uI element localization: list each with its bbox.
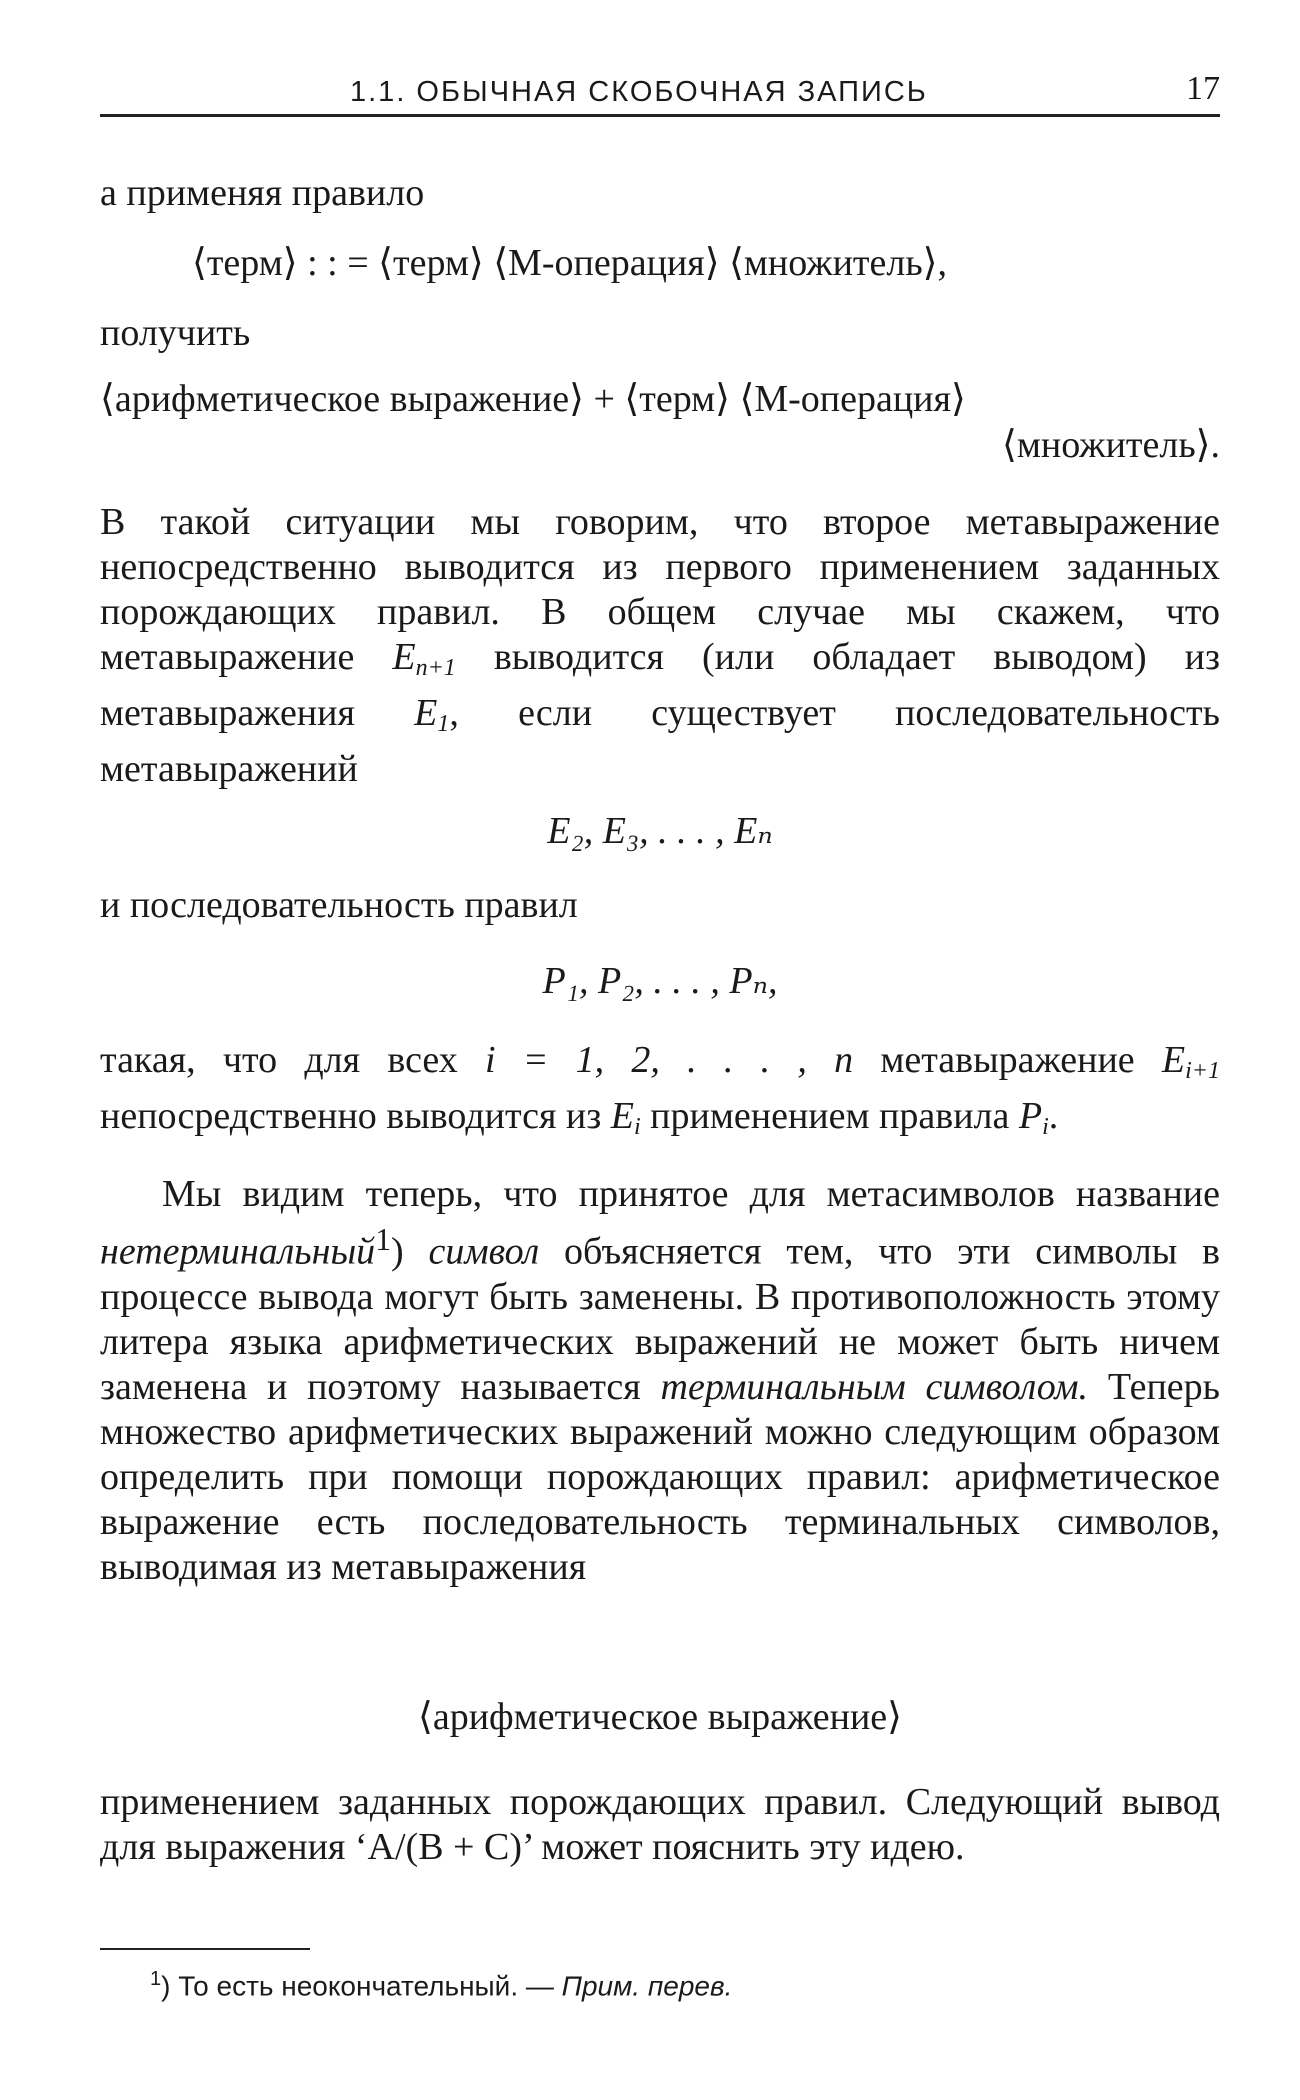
metaexpr-en1: $E_{n+1}$ bbox=[392, 636, 456, 681]
derived-formula-line1: ⟨арифметическое выражение⟩ + ⟨терм⟩ ⟨М-операция⟩ bbox=[100, 378, 966, 420]
sequence-rules: P₁, P₂, . . . , Pₙ, bbox=[542, 960, 778, 1002]
term-terminal-symbol: терминальным символом. bbox=[660, 1365, 1089, 1408]
arith-expression-metasymbol: ⟨арифметическое выражение⟩ bbox=[418, 1696, 902, 1738]
term-symbol: символ bbox=[428, 1230, 540, 1273]
page-number: 17 bbox=[1186, 70, 1220, 107]
footnote-separator bbox=[100, 1948, 310, 1950]
paragraph-example-intro: применением заданных порождающих правил. Следующий вывод для выражения ‘A/(B + C)’ может пояснить эту идею. bbox=[100, 1781, 1220, 1868]
get-line: получить bbox=[100, 312, 251, 354]
rule-formula: ⟨терм⟩ : : = ⟨терм⟩ ⟨М-операция⟩ ⟨множитель⟩, bbox=[192, 242, 947, 284]
term-nonterminal: нетерминальный bbox=[100, 1230, 376, 1273]
footnote: $^1$) То есть неокончательный. — Прим. перев. bbox=[150, 1968, 733, 2002]
derived-formula-line2: ⟨множитель⟩. bbox=[1002, 424, 1220, 466]
footnote-ref[interactable]: 1 bbox=[375, 1222, 392, 1257]
paragraph-derivation-definition: В такой ситуации мы говорим, что второе метавыражение непосредственно выводится из первого применением заданных порождающих правил. В общем случае мы скажем, что метавыражение $E_{n+1}$ выводится (или обладает выводом) из метавыражения $E_1$, если существует последовательность метавыражений bbox=[100, 501, 1221, 790]
index-range: i = 1, 2, . . . , n bbox=[485, 1039, 854, 1081]
running-header bbox=[100, 70, 1220, 117]
sequence-rules-intro: и последовательность правил bbox=[100, 884, 578, 926]
intro-line: а применяя правило bbox=[100, 172, 425, 214]
paragraph-sequence-condition: такая, что для всех i = 1, 2, . . . , n метавыражение $E_{i+1}$ непосредственно выводится из $E_i$ применением правила $P_i$. bbox=[100, 1039, 1221, 1140]
running-title: 1.1. ОБЫЧНАЯ СКОБОЧНАЯ ЗАПИСЬ bbox=[350, 76, 928, 108]
paragraph-terminal-symbols: Мы видим теперь, что принятое для метасимволов название нетерминальный$^1$) символ объясняется тем, что эти символы в процессе вывода могут быть заменены. В противоположность этому литера языка арифметических выражений не может быть ничем заменена и поэтому называется терминальным символом. Теперь множество арифметических выражений можно следующим образом определить при помощи порождающих правил: арифметическое выражение есть последовательность терминальных символов, выводимая из метавыражения bbox=[100, 1173, 1220, 1588]
sequence-metaexpressions: E₂, E₃, . . . , Eₙ bbox=[547, 810, 773, 852]
metaexpr-e1: $E_1$ bbox=[414, 692, 450, 737]
